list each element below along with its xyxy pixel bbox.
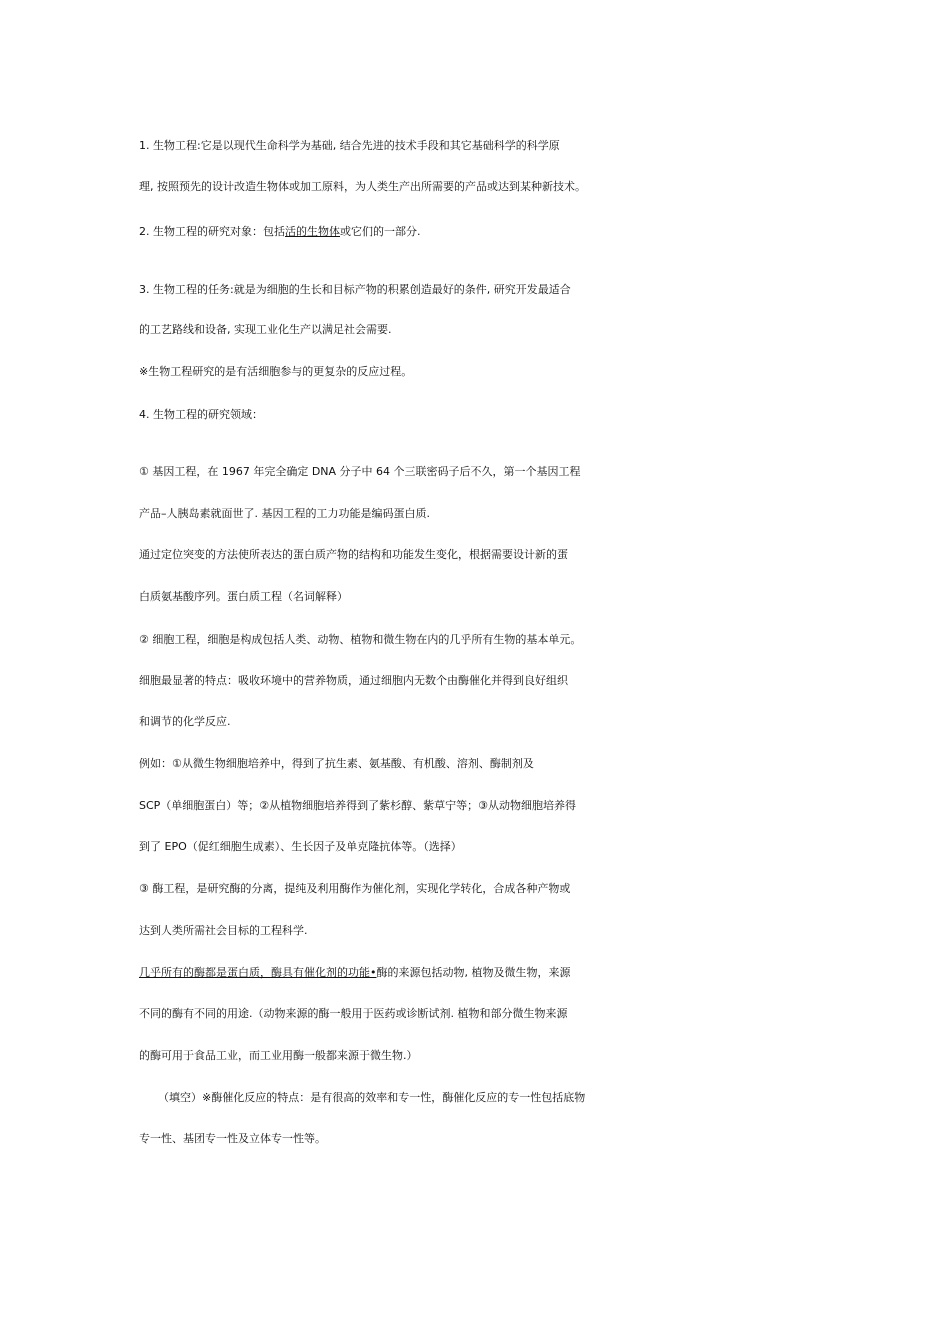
text-run: 达到人类所需社会目标的工程科学. [139,924,308,937]
paragraph-line [139,671,829,691]
text-run: 和调节的化学反应. [139,715,231,728]
text-run: 细胞最显著的特点：吸收环境中的营养物质，通过细胞内无数个由酶催化并得到良好组织 [139,674,568,687]
paragraph-line [139,796,829,816]
paragraph-line [139,837,829,857]
paragraph-line [139,362,829,382]
paragraph-line [139,504,829,524]
text-run: ② 细胞工程，细胞是构成包括人类、动物、植物和微生物在内的几乎所有生物的基本单元。 [139,633,582,646]
text-run: 例如：①从微生物细胞培养中，得到了抗生素、氨基酸、有机酸、溶剂、酶制剂及 [139,757,534,770]
text-run: 专一性、基团专一性及立体专一性等。 [139,1132,326,1145]
paragraph-line [139,921,829,941]
paragraph-line [139,879,829,899]
paragraph-line [139,320,829,340]
text-run: 酶的来源包括动物, 植物及微生物，来源 [376,966,571,979]
paragraph-line [139,1004,829,1024]
paragraph-line [139,405,829,425]
text-run: 理, 按照预先的设计改造生物体或加工原料，为人类生产出所需要的产品或达到某种新技术。 [139,180,586,193]
paragraph-line [139,754,829,774]
text-run: （填空）※酶催化反应的特点：是有很高的效率和专一性，酶催化反应的专一性包括底物 [158,1091,586,1104]
text-run: 3. 生物工程的任务:就是为细胞的生长和目标产物的积累创造最好的条件, 研究开发最适合 [139,283,571,296]
paragraph-line [139,222,829,242]
text-run: SCP（单细胞蛋白）等；②从植物细胞培养得到了紫杉醇、紫草宁等；③从动物细胞培养得 [139,799,577,812]
underlined-text-run: 几乎所有的酶都是蛋白质，酶具有催化剂的功能• [139,966,377,979]
text-run: 产品–人胰岛素就面世了. 基因工程的工力功能是编码蛋白质. [139,507,430,520]
text-run: ③ 酶工程，是研究酶的分离，提纯及利用酶作为催化剂，实现化学转化，合成各种产物或 [139,882,571,895]
text-run: 1. 生物工程:它是以现代生命科学为基础, 结合先进的技术手段和其它基础科学的科学原 [139,139,560,152]
paragraph-line [139,545,829,565]
paragraph-line [139,1129,829,1149]
text-run: 的工艺路线和设备, 实现工业化生产以满足社会需要. [139,323,392,336]
paragraph-line [139,462,829,482]
paragraph-line [158,1088,848,1108]
text-run: 白质氨基酸序列。蛋白质工程（名词解释） [139,590,348,603]
paragraph-line [139,280,829,300]
text-run: ① 基因工程，在 1967 年完全确定 DNA 分子中 64 个三联密码子后不久，第一个基因工程 [139,465,581,478]
paragraph-line [139,177,829,197]
underlined-text-run: 活的生物体 [285,225,340,238]
paragraph-line [139,587,829,607]
paragraph-line [139,712,829,732]
text-run: 的酶可用于食品工业，而工业用酶一般都来源于微生物.） [139,1049,418,1062]
text-run: ※生物工程研究的是有活细胞参与的更复杂的反应过程。 [139,365,413,378]
text-run: 不同的酶有不同的用途.（动物来源的酶一般用于医药或诊断试剂. 植物和部分微生物来源 [139,1007,568,1020]
text-run: 2. 生物工程的研究对象：包括 [139,225,285,238]
text-run: 到了 EPO（促红细胞生成素）、生长因子及单克隆抗体等。（选择） [139,840,462,853]
text-run: 通过定位突变的方法使所表达的蛋白质产物的结构和功能发生变化，根据需要设计新的蛋 [139,548,568,561]
text-run: 4. 生物工程的研究领域： [139,408,263,421]
text-run: 或它们的一部分. [340,225,421,238]
paragraph-line [139,1046,829,1066]
paragraph-line [139,136,829,156]
paragraph-line [139,963,829,983]
paragraph-line [139,630,829,650]
